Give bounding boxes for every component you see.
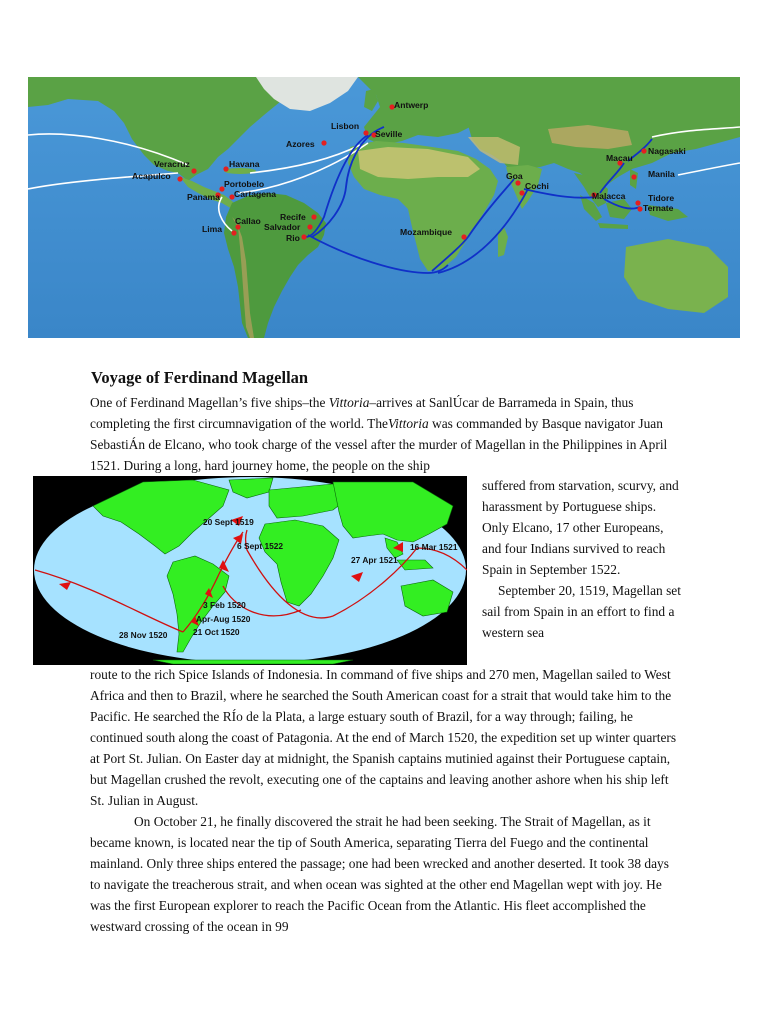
salvador-marker (307, 224, 312, 229)
cartagena-label: Cartagena (234, 189, 277, 199)
p2-text-c1: route to the rich Spice Islands of Indonesia. In command of five ships and 270 men, Magellan sailed to West Africa and then to Brazil, where he searched the South American coast for a strait that would take him to the Pacific. He searched the RÍo de la Plata, a large estuary south of Brazil, for a way through; failing, he continued south along the coast of Patagonia. At the end of March 1520, the expedition set up winter quarters at Port St. Julian. On Easter day at midnight, the Spanish captains mutinied against their Portuguese captain, but Magellan crushed the revolt, executing one of the captains and leaving another ashore when his ship left St. Julian in August. (90, 667, 677, 808)
recife-marker (311, 214, 316, 219)
goa-label: Goa (506, 171, 523, 181)
paragraph-body-lower (90, 664, 680, 937)
p1-text-a1: One of Ferdinand Magellan’s five ships–the (90, 395, 329, 410)
goa-marker (515, 180, 520, 185)
cochi-label: Cochi (525, 181, 549, 191)
ternate-label: Ternate (643, 203, 674, 213)
paragraph-1-part-1 (90, 392, 678, 476)
recife-label: Recife (280, 212, 306, 222)
seville-label: Seville (375, 129, 403, 139)
inset-label-d1: 20 Sept 1519 (203, 517, 254, 527)
p1-ship-name-1: Vittoria (328, 395, 370, 410)
lima-marker (231, 230, 236, 235)
portobelo-label: Portobelo (224, 179, 265, 189)
trade-routes-map-graphic (28, 77, 740, 338)
veracruz-label: Veracruz (154, 159, 190, 169)
p1-text-a5: was commanded by Basque navigator Juan SebastiÁn de Elcano, who took charge of the vessel after the murder of Magellan in the Philippines in April 1521. During a long, hard journey home, the people on the ship (90, 416, 668, 473)
azores-marker (321, 140, 326, 145)
inset-label-d3: 16 Mar 1521 (410, 542, 458, 552)
mozambique-label: Mozambique (400, 227, 453, 237)
panama-label: Panama (187, 192, 220, 202)
salvador-label: Salvador (264, 222, 301, 232)
veracruz-marker (191, 168, 196, 173)
manila-marker (631, 174, 636, 179)
inset-label-d2: 6 Sept 1522 (237, 541, 284, 551)
tidore-marker (635, 200, 640, 205)
lima-label: Lima (202, 224, 223, 234)
tidore-label: Tidore (648, 193, 675, 203)
rio-marker (301, 234, 306, 239)
trade-routes-map (28, 77, 740, 338)
p1-text-a3: –arrives at SanlÚcar de Barrameda in Spain, thus completing the first circumnavigation of the world. The (90, 395, 634, 431)
inset-label-d6: Apr-Aug 1520 (196, 614, 251, 624)
callao-label: Callao (235, 216, 261, 226)
p3-text: On October 21, he finally discovered the strait he had been seeking. The Strait of Magellan, as it became known, is located near the tip of South America, separating Tierra del Fuego and the continental mainland. Only three ships entered the passage; one had been wrecked and another deserted. It took 38 days to navigate the treacherous strait, and when ocean was sighted at the other end Magellan wept with joy. He was the first European explorer to reach the Pacific Ocean from the Atlantic. His fleet accomplished the westward crossing of the ocean in 99 (90, 814, 669, 934)
wrapped-text-column (482, 475, 682, 643)
magellan-voyage-inset-map (33, 476, 467, 665)
inset-label-d8: 28 Nov 1520 (119, 630, 168, 640)
document-title: Voyage of Ferdinand Magellan (91, 368, 309, 387)
azores-label: Azores (286, 139, 315, 149)
paragraph-3 (90, 811, 680, 937)
cochi-marker (519, 190, 524, 195)
acapulco-marker (177, 176, 182, 181)
ternate-marker (637, 206, 642, 211)
macau-label: Macau (606, 153, 633, 163)
lisbon-marker (363, 130, 368, 135)
p1-text-b1: suffered from starvation, scurvy, and harassment by Portuguese ships. Only Elcano, 17 other Europeans, and four Indians survived to reach Spain in September 1522. (482, 478, 679, 577)
havana-label: Havana (229, 159, 260, 169)
p1-ship-name-2: Vittoria (388, 416, 429, 431)
lisbon-label: Lisbon (331, 121, 360, 131)
inset-label-d5: 3 Feb 1520 (203, 600, 246, 610)
inset-map-graphic (33, 476, 467, 665)
malacca-label: Malacca (592, 191, 626, 201)
inset-label-d4: 27 Apr 1521 (351, 555, 398, 565)
antwerp-label: Antwerp (394, 100, 429, 110)
rio-label: Rio (286, 233, 300, 243)
havana-marker (223, 166, 228, 171)
inset-label-d7: 21 Oct 1520 (193, 627, 240, 637)
mozambique-marker (461, 234, 466, 239)
manila-label: Manila (648, 169, 675, 179)
nagasaki-label: Nagasaki (648, 146, 686, 156)
p2-text-b2: September 20, 1519, Magellan set sail from Spain in an effort to find a western sea (482, 583, 681, 640)
nagasaki-marker (641, 148, 646, 153)
acapulco-label: Acapulco (132, 171, 171, 181)
